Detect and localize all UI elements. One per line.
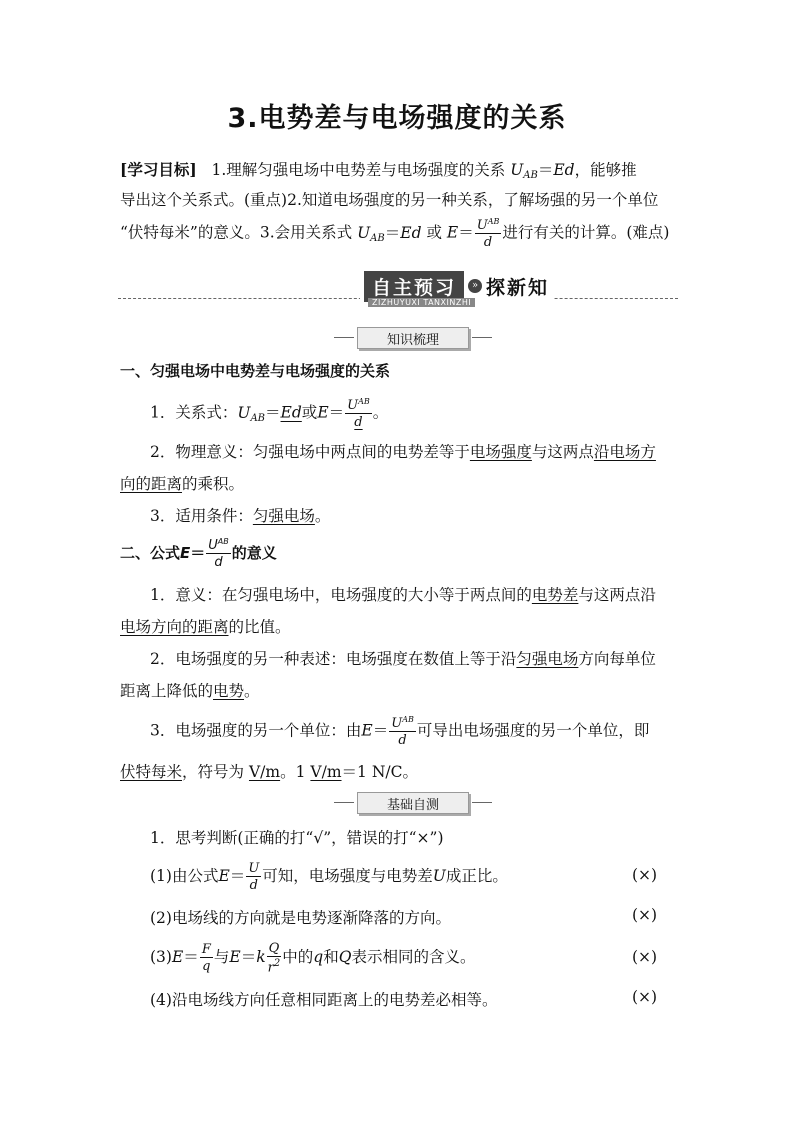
banner-pinyin: ZIZHUYUXI TANXINZHI: [368, 298, 475, 307]
sec1-item-2-line-1: 2．物理意义：匀强电场中两点间的电势差等于电场强度与这两点沿电场方: [150, 443, 656, 461]
quiz-answer-3: (×): [632, 948, 658, 966]
quiz-intro: 1．思考判断(正确的打“√”，错误的打“×”): [150, 829, 444, 847]
tag-knowledge: 知识梳理: [357, 327, 469, 349]
goals-line-2: 导出这个关系式。(重点)2.知道电场强度的另一种关系，了解场强的另一个单位: [120, 191, 659, 209]
quiz-q4: (4)沿电场线方向任意相同距离上的电势差必相等。: [150, 991, 498, 1009]
section-2-heading: 二、公式E＝ $\frac{U^{AB}}{d}$ 的意义: [120, 537, 277, 570]
sec2-item-1-line-2: 电场方向的距离的比值。: [120, 618, 291, 636]
sec2-item-3-line-2: 伏特每米，符号为 V/m。1 V/m＝1 N/C。: [120, 763, 418, 781]
goals-line-3: “伏特每米”的意义。3.会用关系式 $U_{AB}=Ed$ 或 E＝ $\frac{U^{AB}}{d}$ 进行有关的计算。(难点): [120, 217, 670, 250]
quiz-answer-2: (×): [632, 906, 658, 924]
formula-uab: $U_{AB}=Ed$: [510, 161, 575, 181]
tag-self-test: 基础自测: [357, 792, 469, 814]
goals-line-1: [学习目标] 1.理解匀强电场中电势差与电场强度的关系 $U_{AB}=Ed$，能够推: [120, 160, 637, 181]
quiz-q2: (2)电场线的方向就是电势逐渐降落的方向。: [150, 909, 451, 927]
quiz-q3: (3)E＝ $\frac{F}{q}$ 与E＝k $\frac{Q}{r^2}$ 中的q和Q表示相同的含义。: [150, 941, 476, 976]
sec2-item-2-line-2: 距离上降低的电势。: [120, 682, 260, 700]
quiz-q1: (1)由公式E＝ $\frac{U}{d}$ 可知，电场强度与电势差U成正比。: [150, 861, 508, 893]
banner-left: 自主预习: [364, 271, 464, 302]
sec1-item-3: 3．适用条件：匀强电场。: [150, 507, 331, 525]
section-1-heading: 一、匀强电场中电势差与电场强度的关系: [120, 362, 391, 380]
quiz-answer-4: (×): [632, 988, 658, 1006]
sec2-item-1-line-1: 1．意义：在匀强电场中，电场强度的大小等于两点间的电势差与这两点沿: [150, 586, 656, 604]
arrow-icon: »: [468, 279, 482, 293]
page-title: 3.电势差与电场强度的关系: [227, 103, 567, 134]
sec2-item-2-line-1: 2．电场强度的另一种表述：电场强度在数值上等于沿匀强电场方向每单位: [150, 650, 656, 668]
sec1-item-1: 1．关系式：$U_{AB}=Ed$或E＝ $\frac{U^{AB}}{d}$ 。: [150, 397, 389, 430]
formula-fraction: $\frac{U^{AB}}{d}$: [476, 217, 500, 250]
sec2-item-3-line-1: 3．电场强度的另一个单位：由E＝ $\frac{U^{AB}}{d}$ 可导出电场强度的另一个单位，即: [150, 715, 650, 748]
banner-right: 探新知: [486, 276, 550, 299]
sec1-item-2-line-2: 向的距离的乘积。: [120, 475, 245, 493]
goals-label: [学习目标]: [120, 160, 197, 179]
quiz-answer-1: (×): [632, 866, 658, 884]
